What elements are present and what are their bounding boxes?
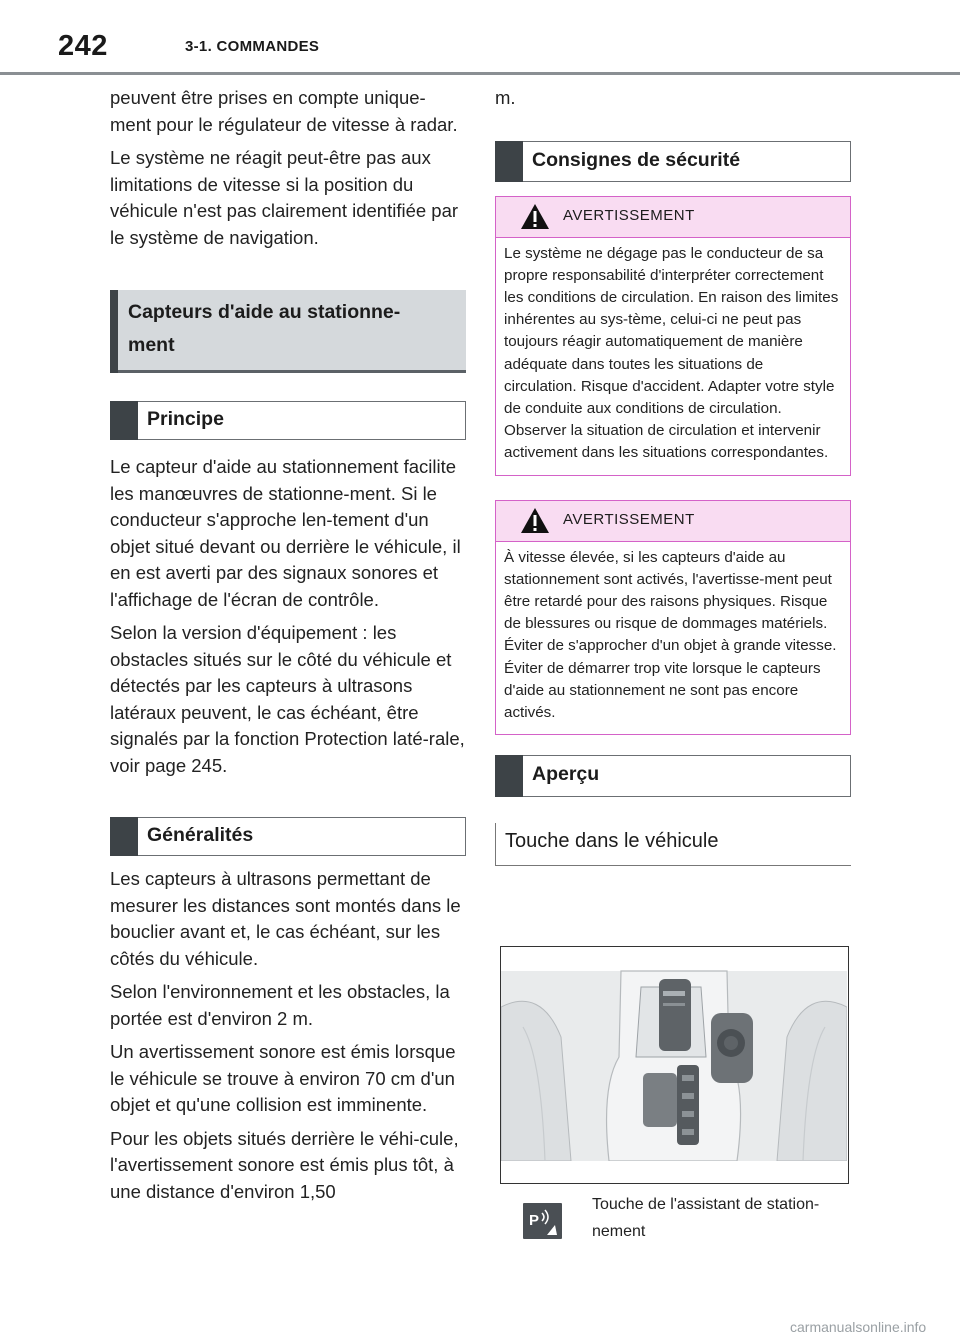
header-divider <box>0 72 960 75</box>
legend-description: Touche de l'assistant de station-nement <box>592 1196 820 1240</box>
section-heading-parking-sensors <box>110 290 466 373</box>
section-heading-apercu: Aperçu <box>495 755 851 797</box>
section-heading-line: ment <box>128 334 175 356</box>
subsection-heading-generalites: Généralités <box>110 817 466 856</box>
warning-label: AVERTISSEMENT <box>563 206 695 224</box>
generalites-paragraph: Selon l'environnement et les obstacles, la portée est d'environ 2 m. <box>110 981 450 1029</box>
left-column <box>110 85 466 1212</box>
section-heading-line: Capteurs d'aide au stationne- <box>128 301 401 323</box>
intro-paragraph: peuvent être prises en compte unique-ment pour le régulateur de vitesse à radar. <box>110 87 458 135</box>
figure-subheading: Touche dans le véhicule <box>495 823 851 866</box>
continuation-text: m. <box>495 87 516 108</box>
warning-text: Le système ne dégage pas le conducteur de sa propre responsabilité d'interpréter correctement les conditions de circulation. En raison des limites inhérentes au sys-tème, celui-ci ne peut pas toujours réagir automatiquement de manière adéquate dans toutes les situations de circulation. Risque d'accident. Adapter votre style de conduite aux conditions de circulation. Observer la situation de circulation et intervenir activement dans les situations correspondantes. <box>504 244 839 462</box>
warning-text: À vitesse élevée, si les capteurs d'aide au stationnement sont activés, l'avertisse-ment peut être retardé pour des raisons physiques. Risque de blessures ou risque de dommages matériels. Éviter de s'approcher d'un objet à grande vitesse. Éviter de démarrer trop vite lorsque le capteurs d'aide au stationnement ne sont pas encore activés. <box>504 548 837 721</box>
center-console-illustration <box>500 946 849 1184</box>
warning-label: AVERTISSEMENT <box>563 510 695 528</box>
watermark: carmanualsonline.info <box>790 1319 927 1335</box>
warning-box <box>495 196 851 476</box>
warning-header <box>496 197 850 238</box>
center-console-drawing <box>501 947 847 1182</box>
generalites-paragraph: Un avertissement sonore est émis lorsque le véhicule se trouve à environ 70 cm d'un objet et qu'une collision est imminente. <box>110 1041 456 1115</box>
parking-assistant-icon <box>523 1203 562 1239</box>
page-number: 242 <box>58 30 108 62</box>
right-column <box>495 85 851 866</box>
warning-triangle-icon <box>520 203 550 230</box>
warning-triangle-icon <box>520 507 550 534</box>
svg-text:P: P <box>529 1212 540 1229</box>
chapter-title: 3-1. COMMANDES <box>185 38 320 55</box>
warning-box <box>495 500 851 736</box>
principe-paragraph: Le capteur d'aide au stationnement facilite les manœuvres de stationne-ment. Si le conducteur s'approche len-tement d'un objet situé devant ou derrière le véhicule, il en est averti par des signaux sonores et l'affichage de l'écran de contrôle. <box>110 456 461 610</box>
warning-header <box>496 501 850 542</box>
generalites-paragraph: Les capteurs à ultrasons permettant de mesurer les distances sont montés dans le bouclier avant et, le cas échéant, sur les côtés du véhicule. <box>110 868 461 969</box>
principe-paragraph: Selon la version d'équipement : les obstacles situés sur le côté du véhicule et détectés par les capteurs à ultrasons latéraux peuvent, le cas échéant, être signalés par la fonction Protection laté-rale, voir page 245. <box>110 622 465 776</box>
generalites-paragraph: Pour les objets situés derrière le véhi-cule, l'avertissement sonore est émis plus tôt, à une distance d'environ 1,50 <box>110 1127 459 1202</box>
intro-paragraph: Le système ne réagit peut-être pas aux limitations de vitesse si la position du véhicule n'est pas clairement identifiée par le système de navigation. <box>110 147 459 248</box>
section-heading-safety: Consignes de sécurité <box>495 141 851 182</box>
page-header <box>0 0 960 76</box>
subsection-heading-principe: Principe <box>110 401 466 440</box>
